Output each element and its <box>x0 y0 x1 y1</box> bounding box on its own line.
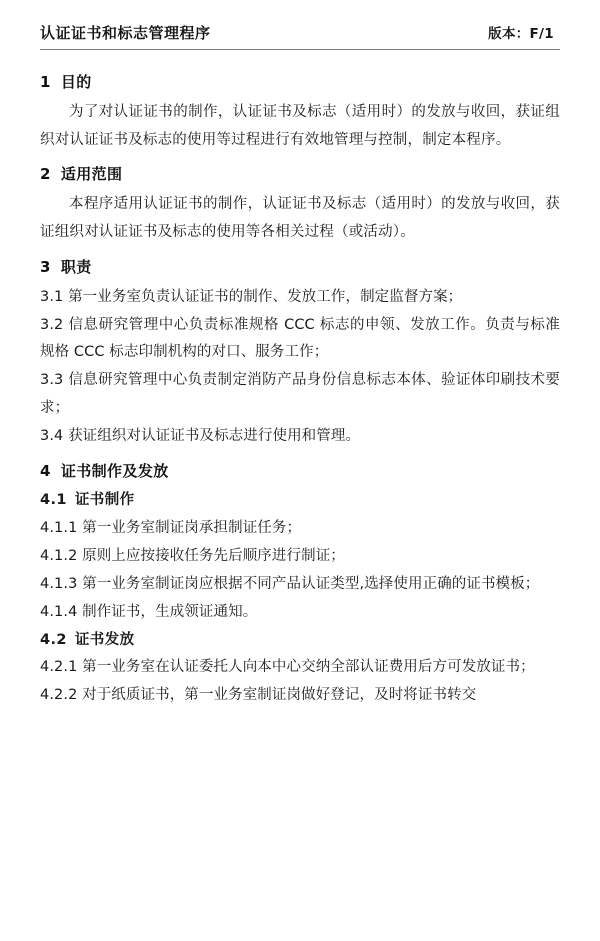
paragraph-4-1-3: 4.1.3 第一业务室制证岗应根据不同产品认证类型,选择使用正确的证书模板； <box>40 575 540 592</box>
subsection-title-4-1: 证书制作 <box>74 492 135 509</box>
paragraph-4-1-4: 4.1.4 制作证书，生成领证通知。 <box>40 603 258 620</box>
subsection-title-4-2: 证书发放 <box>74 631 135 648</box>
subsection-heading-4-2 <box>40 627 560 655</box>
document-body <box>40 68 560 710</box>
section-number-4: 4 <box>40 461 51 480</box>
subsection-heading-4-1 <box>40 487 560 515</box>
section-title-3: 职责 <box>60 257 92 276</box>
document-title: 认证证书和标志管理程序 <box>40 24 211 42</box>
document-header <box>40 22 560 50</box>
section-number-1: 1 <box>40 73 51 91</box>
paragraph-4-1-1: 4.1.1 第一业务室制证岗承担制证任务； <box>40 520 302 537</box>
paragraph-purpose: 为了对认证证书的制作，认证证书及标志（适用时）的发放与收回，获证组织对认证证书及标志的使用等过程进行有效地管理与控制，制定本程序。 <box>40 103 560 148</box>
section-number-3: 3 <box>40 257 51 276</box>
subsection-number-4-1: 4.1 <box>40 492 67 509</box>
section-heading-3 <box>40 253 560 282</box>
section-number-2: 2 <box>40 165 51 184</box>
paragraph-4-2-1: 4.2.1 第一业务室在认证委托人向本中心交纳全部认证费用后方可发放证书； <box>40 659 535 676</box>
paragraph-3-1: 3.1 第一业务室负责认证证书的制作、发放工作，制定监督方案； <box>40 288 463 305</box>
paragraph-4-2-2: 4.2.2 对于纸质证书，第一业务室制证岗做好登记，及时将证书转交 <box>40 687 477 704</box>
section-title-4: 证书制作及发放 <box>60 461 169 480</box>
section-heading-2 <box>40 160 560 189</box>
paragraph-scope: 本程序适用认证证书的制作，认证证书及标志（适用时）的发放与收回，获证组织对认证证书及标志的使用等各相关过程（或活动）。 <box>40 196 560 241</box>
paragraph-3-2: 3.2 信息研究管理中心负责标准规格 CCC 标志的申领、发放工作。负责与标准规格 CCC 标志印制机构的对口、服务工作； <box>40 316 560 361</box>
paragraph-3-4: 3.4 获证组织对认证证书及标志进行使用和管理。 <box>40 427 361 444</box>
subsection-number-4-2: 4.2 <box>40 631 67 648</box>
section-heading-4 <box>40 457 560 486</box>
paragraph-4-1-2: 4.1.2 原则上应按接收任务先后顺序进行制证； <box>40 548 345 565</box>
section-heading-1 <box>40 68 560 97</box>
section-title-2: 适用范围 <box>60 165 123 184</box>
section-title-1: 目的 <box>60 73 92 91</box>
paragraph-3-3: 3.3 信息研究管理中心负责制定消防产品身份信息标志本体、验证体印刷技术要求； <box>40 372 560 417</box>
document-version: 版本：F/1 <box>488 26 554 42</box>
